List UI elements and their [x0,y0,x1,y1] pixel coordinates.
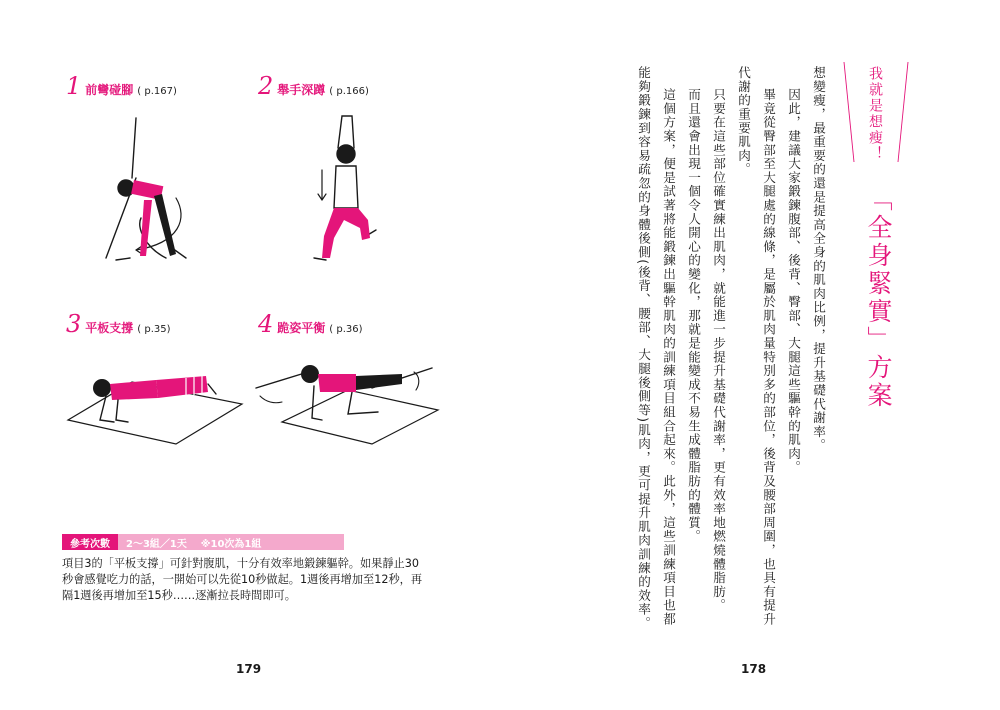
exercise-1-name: 前彎碰腳 [85,83,134,97]
note-line: 項目3的「平板支撐」可針對腹肌，十分有效率地鍛鍊軀幹。如果靜止30 [62,557,419,570]
body-column: 只要在這些部位確實練出肌肉，就能進一步提升基礎代謝率，更有效率地燃燒體脂肪。 [711,88,726,613]
exercise-2-number: 2 [258,72,274,100]
exercise-1-number: 1 [66,72,82,100]
exercise-4-number: 4 [258,310,274,338]
note-line: 隔1週後再增加至15秒……逐漸拉長時間即可。 [62,589,296,602]
body-column: 這個方案，便是試著將能鍛鍊出驅幹肌肉的訓練項目組合起來。此外，這些訓練項目也都 [661,88,676,627]
exercise-3-title [66,310,171,338]
exercise-2-name: 舉手深蹲 [277,83,326,97]
page-title: 「全身緊實」方案 [864,186,893,410]
exercise-1-page-ref: ( p.167) [137,86,177,97]
body-column: 畢竟從臀部至大腿處的線條，是屬於肌肉量特別多的部位，後背及腰部周圍，也具有提升 [761,88,776,627]
note-line: 秒會感覺吃力的話，一開始可以先從10秒做起。1週後再增加至12秒，再 [62,573,423,586]
body-column: 代謝的重要肌肉。 [736,66,751,177]
exercise-3-page-ref: ( p.35) [137,324,171,335]
note-paragraph [62,556,448,604]
exercise-4-name: 跪姿平衡 [277,321,326,335]
exercise-2-illustration [300,108,390,268]
exercise-3-name: 平板支撐 [85,321,134,335]
exercise-4-illustration [252,352,442,452]
reference-count-bar [62,534,344,550]
body-column: 能夠鍛鍊到容易疏忽的身體後側(後背、腰部、大腿後側等)肌肉，更可提升肌肉訓練的效率。 [636,66,651,631]
reference-count-label: 參考次數 [62,534,118,550]
exercise-3-number: 3 [66,310,82,338]
exercise-1-illustration [96,108,206,268]
title-prefix: 我就是想瘦！ [867,66,883,162]
body-column: 而且還會出現一個令人開心的變化，那就是能變成不易生成體脂肪的體質。 [686,88,701,544]
exercise-4-title [258,310,363,338]
page-number-left: 179 [236,662,262,676]
exercise-1-title [66,72,177,100]
reference-count-value: 2～3組／1天 ※10次為1組 [118,534,344,550]
exercise-3-illustration [66,358,246,448]
body-column: 想變瘦，最重要的還是提高全身的肌肉比例，提升基礎代謝率。 [811,66,826,453]
exercise-2-title [258,72,369,100]
exercise-2-page-ref: ( p.166) [329,86,369,97]
exercise-4-page-ref: ( p.36) [329,324,363,335]
page-number-right: 178 [741,662,767,676]
body-column: 因此，建議大家鍛鍊腹部、後背、臀部、大腿這些驅幹的肌肉。 [786,88,801,475]
